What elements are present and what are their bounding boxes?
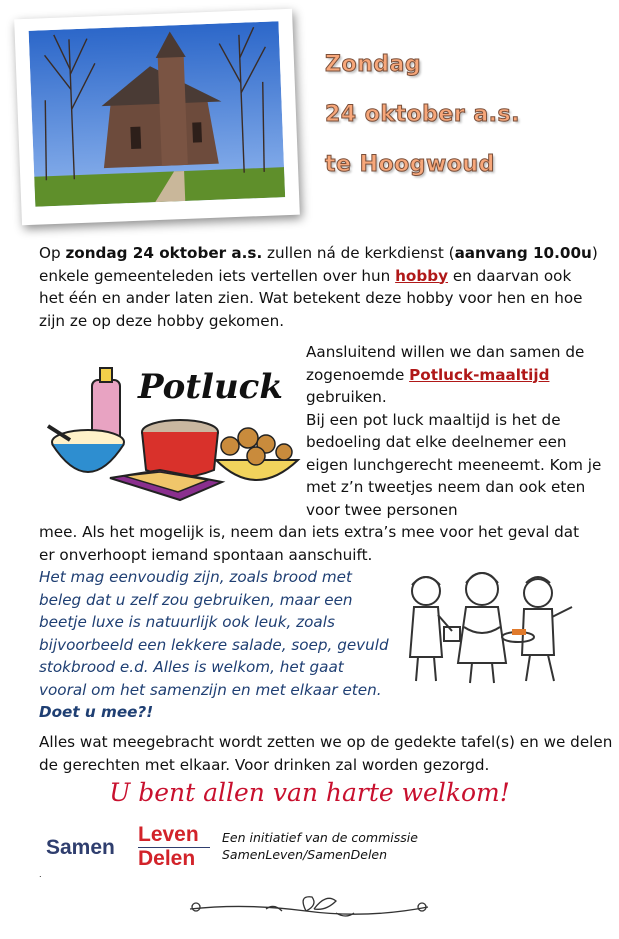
ornament-divider-icon xyxy=(186,893,432,923)
intro-text: ) enkele gemeenteleden iets vertellen over hun xyxy=(39,244,598,285)
join-question: Doet u mee?! xyxy=(39,703,154,721)
headline-day: Zondag xyxy=(325,52,422,77)
potluck-text: gebruiken. xyxy=(306,388,387,406)
potluck-link[interactable]: Potluck-maaltijd xyxy=(409,365,550,384)
church-photo xyxy=(29,21,286,206)
intro-start-time: aanvang 10.00u xyxy=(454,244,592,262)
headline-location: te Hoogwoud xyxy=(325,152,495,177)
potluck-paragraph xyxy=(306,341,606,521)
stray-dot: . xyxy=(39,870,42,879)
intro-date-bold: zondag 24 oktober a.s. xyxy=(65,244,263,262)
intro-text: Op xyxy=(39,244,66,262)
intro-text: zullen ná de kerkdienst ( xyxy=(262,244,455,262)
intro-text: en daarvan ook het één en ander laten zien. Wat betekent deze hobby voor hen en hoe zijn ze op deze hobby gekomen. xyxy=(39,266,583,330)
food-suggestions-text: Het mag eenvoudig zijn, zoals brood met beleg dat u zelf zou gebruiken, maar een beetje luxe is natuurlijk ook leuk, zoals bijvoorbeeld een lekkere salade, soep, gevuld stokbrood e.d. Alles is welkom, het gaat vooral om het samenzijn en met elkaar eten. xyxy=(39,568,389,699)
potluck-text: Aansluitend willen we dan samen de zogenoemde xyxy=(306,343,585,384)
logo-leven: Leven xyxy=(138,823,199,846)
closing-paragraph: Alles wat meegebracht wordt zetten we op de gedekte tafel(s) en we delen de gerechten met elkaar. Voor drinken zal worden gezorgd. xyxy=(39,733,613,774)
food-suggestions-paragraph xyxy=(39,566,394,724)
welcome-message: U bent allen van harte welkom! xyxy=(109,778,510,807)
headline-date: 24 oktober a.s. xyxy=(325,102,520,127)
intro-paragraph xyxy=(39,242,599,332)
hobby-link[interactable]: hobby xyxy=(395,266,449,285)
logo-samen: Samen xyxy=(46,836,115,859)
church-photo-frame xyxy=(14,9,300,226)
people-eating-clipart xyxy=(398,567,578,687)
potluck-explanation: Bij een pot luck maaltijd is het de bedoeling dat elke deelnemer een eigen lunchgerecht meeneemt. Kom je met z’n tweetjes neem dan ook eten voor twee personen xyxy=(306,410,602,519)
initiative-line-2: SamenLeven/SamenDelen xyxy=(222,847,388,862)
potluck-clipart xyxy=(40,360,302,510)
potluck-paragraph-continued: mee. Als het mogelijk is, neem dan iets extra’s mee voor het geval dat er onverhoopt iemand spontaan aanschuift. xyxy=(39,523,580,564)
initiative-line-1: Een initiatief van de commissie xyxy=(222,830,418,845)
initiative-note xyxy=(222,829,418,863)
logo-delen: Delen xyxy=(138,847,196,870)
potluck-word: Potluck xyxy=(138,367,283,407)
